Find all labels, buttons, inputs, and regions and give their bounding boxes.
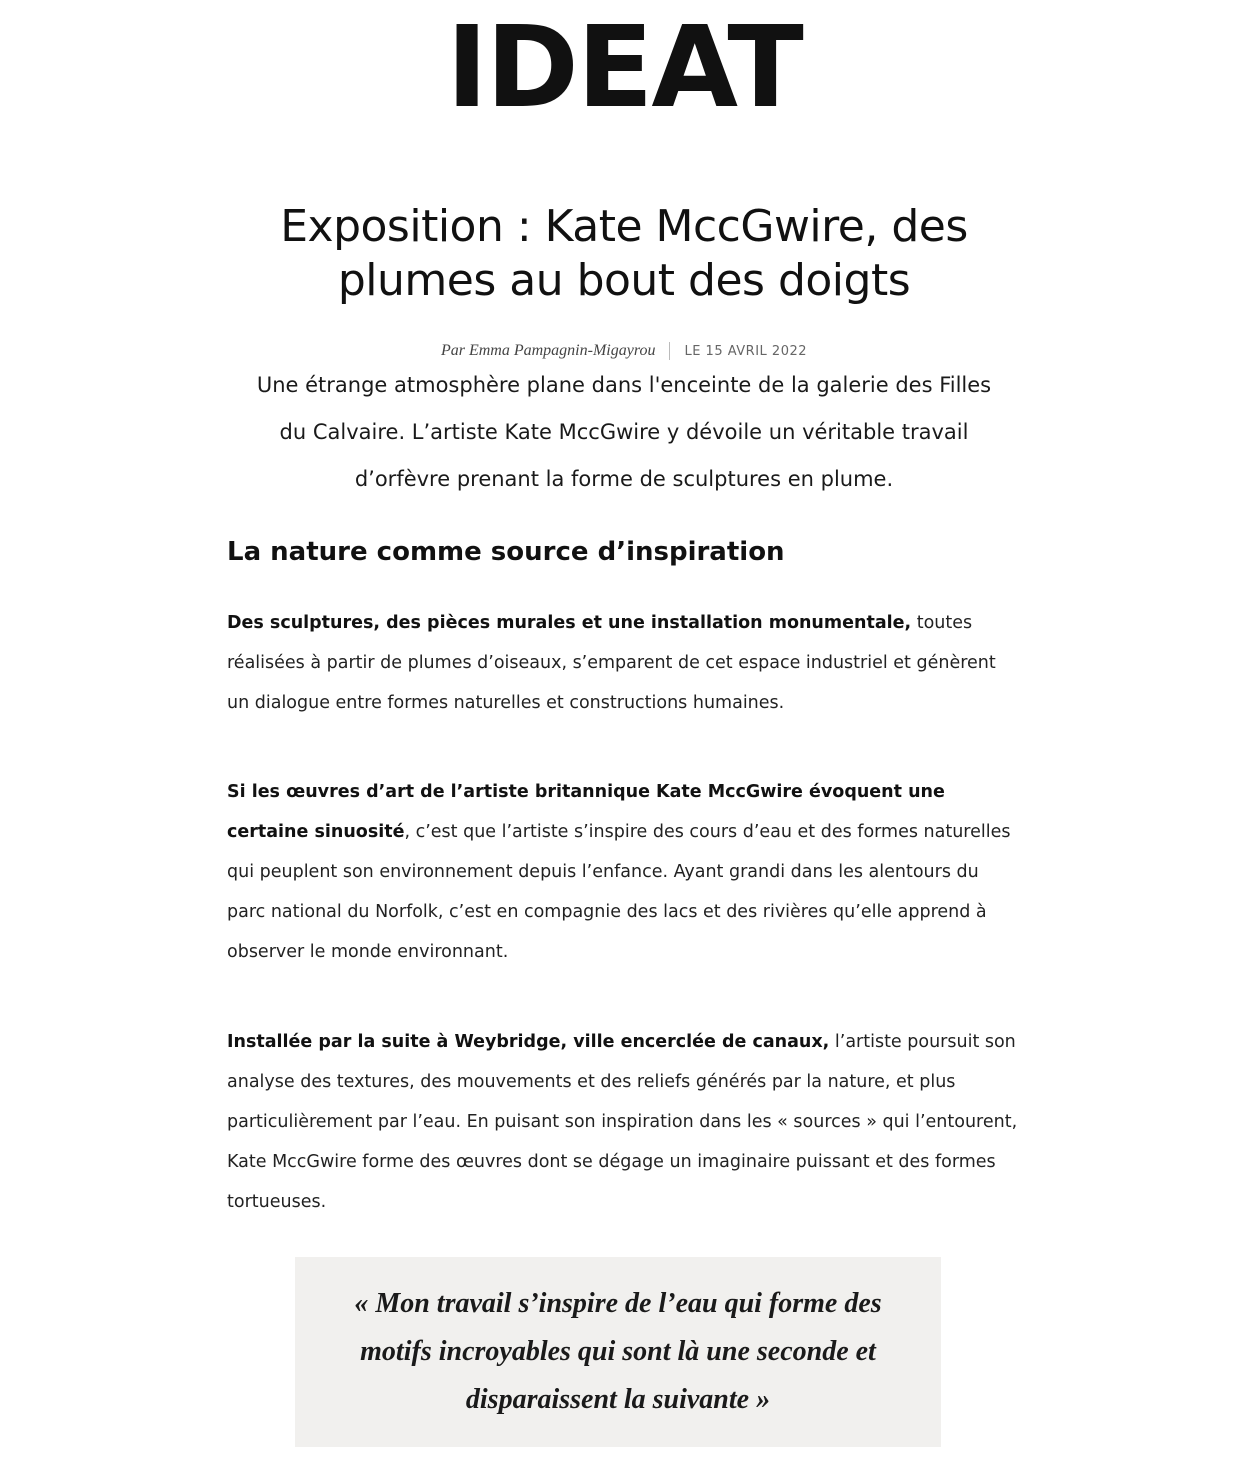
paragraph-3-text: l’artiste poursuit son analyse des textures, des mouvements et des reliefs générés par la nature, et plus particulièrement par l’eau. En puisant son inspiration dans les « sources » qui l’entourent, Kate MccGwire forme des œuvres dont se dégage un imaginaire puissant et des formes tortueuses. <box>227 1032 1018 1212</box>
pull-quote-text: « Mon travail s’inspire de l’eau qui forme des motifs incroyables qui sont là une seconde et disparaissent la suivante » <box>354 1288 882 1415</box>
paragraph-1-bold: Des sculptures, des pièces murales et une installation monumentale, <box>227 613 912 633</box>
paragraph-1 <box>227 603 1019 723</box>
publish-date: LE 15 AVRIL 2022 <box>684 344 808 359</box>
byline-divider <box>669 342 670 360</box>
paragraph-2-bold: Si les œuvres d’art de l’artiste britannique Kate MccGwire évoquent une certaine sinuosité <box>227 782 945 842</box>
site-logo[interactable]: IDEAT <box>446 3 802 133</box>
article-byline <box>0 340 1248 363</box>
section-heading: La nature comme source d’inspiration <box>227 537 785 567</box>
paragraph-1-text: toutes réalisées à partir de plumes d’oiseaux, s’emparent de cet espace industriel et génèrent un dialogue entre formes naturelles et constructions humaines. <box>227 613 996 713</box>
paragraph-3-bold: Installée par la suite à Weybridge, ville encerclée de canaux, <box>227 1032 830 1052</box>
author-name[interactable]: Par Emma Pampagnin-Migayrou <box>440 342 656 359</box>
article-lead: Une étrange atmosphère plane dans l'enceinte de la galerie des Filles du Calvaire. L’artiste Kate MccGwire y dévoile un véritable travail d’orfèvre prenant la forme de sculptures en plume. <box>256 373 992 491</box>
article-title: Exposition : Kate MccGwire, des plumes au bout des doigts <box>280 201 968 306</box>
paragraph-3 <box>227 1022 1019 1222</box>
pull-quote <box>295 1257 941 1447</box>
paragraph-2 <box>227 772 1019 972</box>
paragraph-2-text: , c’est que l’artiste s’inspire des cours d’eau et des formes naturelles qui peuplent son environnement depuis l’enfance. Ayant grandi dans les alentours du parc national du Norfolk, c’est en compagnie des lacs et des rivières qu’elle apprend à observer le monde environnant. <box>227 822 1011 962</box>
